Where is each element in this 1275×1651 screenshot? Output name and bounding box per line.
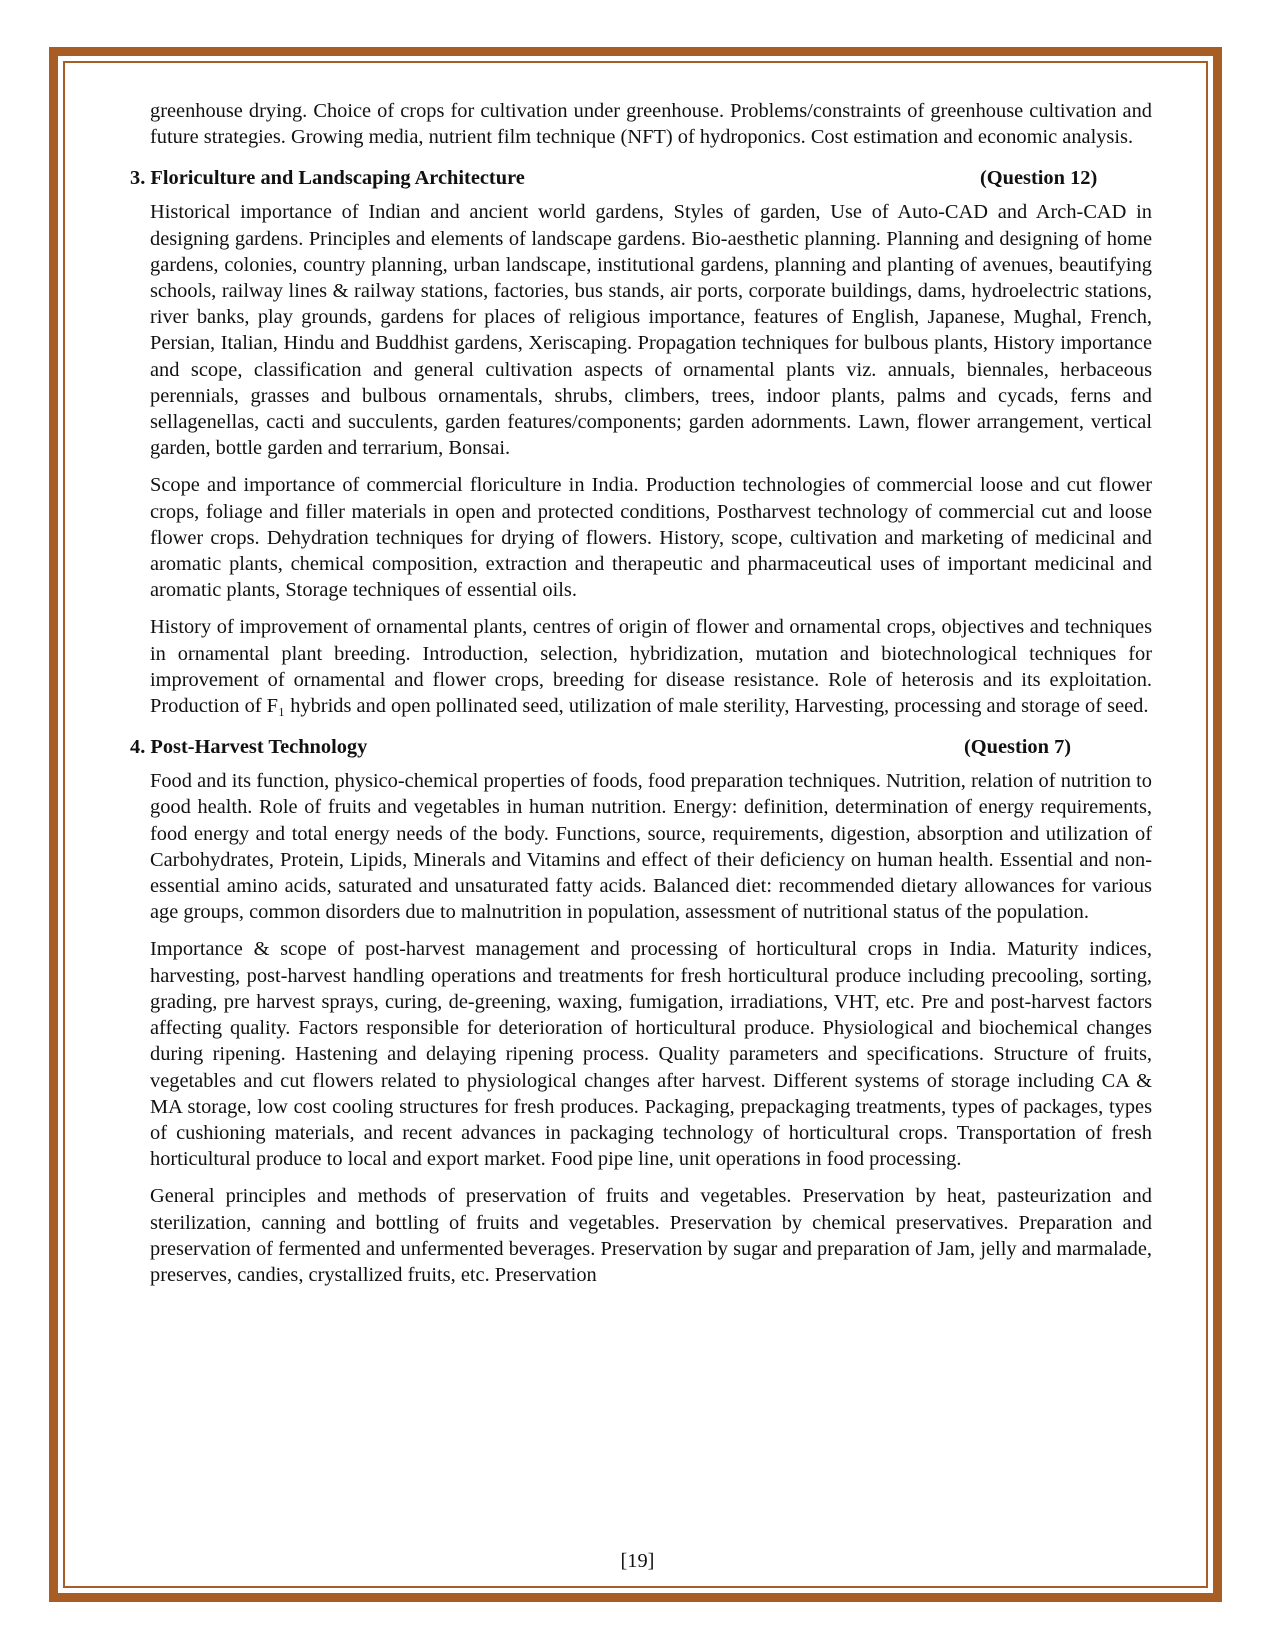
section-paragraph: Food and its function, physico-chemical properties of foods, food preparation techniques. Nutrition, relation of nutrition to good health. Role of fruits and vegetables in human nutrition. Energy: definition, determination of energy requirements, food energy and total energy needs of the body. Functions, source, requirements, digestion, absorption and utilization of Carbohydrates, Protein, Lipids, Minerals and Vitamins and effect of their deficiency on human health. Essential and non-essential amino acids, saturated and unsaturated fatty acids. Balanced diet: recommended dietary allowances for various age groups, common disorders due to malnutrition in population, assessment of nutritional status of the population.	[150, 770, 1152, 924]
section-paragraph: History of improvement of ornamental plants, centres of origin of flower and ornamental crops, objectives and techniques in ornamental plant breeding. Introduction, selection, hybridization, mutation and biotechnological techniques for improvement of ornamental and flower crops, breeding for disease resistance. Role of heterosis and its exploitation. Production of F₁ hybrids and open pollinated seed, utilization of male sterility, Harvesting, processing and storage of seed.	[150, 616, 1152, 718]
section-heading-floriculture	[130, 164, 1152, 192]
section-paragraph: General principles and methods of preservation of fruits and vegetables. Preservation by heat, pasteurization and sterilization, canning and bottling of fruits and vegetables. Preservation by chemical preservatives. Preparation and preservation of fermented and unfermented beverages. Preservation by sugar and preparation of Jam, jelly and marmalade, preserves, candies, crystallized fruits, etc. Preservation	[150, 1185, 1152, 1286]
section-paragraph: Historical importance of Indian and ancient world gardens, Styles of garden, Use of Auto-CAD and Arch-CAD in designing gardens. Principles and elements of landscape gardens. Bio-aesthetic planning. Planning and designing of home gardens, colonies, country planning, urban landscape, institutional gardens, planning and planting of avenues, beautifying schools, railway lines & railway stations, factories, bus stands, air ports, corporate buildings, dams, hydroelectric stations, river banks, play grounds, gardens for places of religious importance, features of English, Japanese, Mughal, French, Persian, Italian, Hindu and Buddhist gardens, Xeriscaping. Propagation techniques for bulbous plants, History importance and scope, classification and general cultivation aspects of ornamental plants viz. annuals, biennales, herbaceous perennials, grasses and bulbous ornamentals, shrubs, climbers, trees, indoor plants, palms and cycads, ferns and sellagenellas, cacti and succulents, garden features/components; garden adornments. Lawn, flower arrangement, vertical garden, bottle garden and terrarium, Bonsai.	[150, 201, 1152, 460]
section-title: 3. Floriculture and Landscaping Architecture	[130, 167, 525, 190]
page-content	[130, 98, 1152, 1299]
question-label: (Question 7)	[964, 736, 1072, 759]
question-label: (Question 12)	[980, 167, 1098, 190]
section-paragraph: Importance & scope of post-harvest management and processing of horticultural crops in India. Maturity indices, harvesting, post-harvest handling operations and treatments for fresh horticultural produce including precooling, sorting, grading, pre harvest sprays, curing, de-greening, waxing, fumigation, irradiations, VHT, etc. Pre and post-harvest factors affecting quality. Factors responsible for deterioration of horticultural produce. Physiological and biochemical changes during ripening. Hastening and delaying ripening process. Quality parameters and specifications. Structure of fruits, vegetables and cut flowers related to physiological changes after harvest. Different systems of storage including CA & MA storage, low cost cooling structures for fresh produces. Packaging, prepackaging treatments, types of packages, types of cushioning materials, and recent advances in packaging technology of horticultural crops. Transportation of fresh horticultural produce to local and export market. Food pipe line, unit operations in food processing.	[150, 938, 1152, 1171]
section-title: 4. Post-Harvest Technology	[130, 736, 368, 759]
section-heading-post-harvest	[130, 733, 1152, 761]
intro-paragraph: greenhouse drying. Choice of crops for cultivation under greenhouse. Problems/constraints of greenhouse cultivation and future strategies. Growing media, nutrient film technique (NFT) of hydroponics. Cost estimation and economic analysis.	[150, 100, 1152, 149]
page-number: [19]	[620, 1550, 655, 1572]
section-paragraph: Scope and importance of commercial floriculture in India. Production technologies of commercial loose and cut flower crops, foliage and filler materials in open and protected conditions, Postharvest technology of commercial cut and loose flower crops. Dehydration techniques for drying of flowers. History, scope, cultivation and marketing of medicinal and aromatic plants, chemical composition, extraction and therapeutic and pharmaceutical uses of important medicinal and aromatic plants, Storage techniques of essential oils.	[150, 474, 1152, 602]
